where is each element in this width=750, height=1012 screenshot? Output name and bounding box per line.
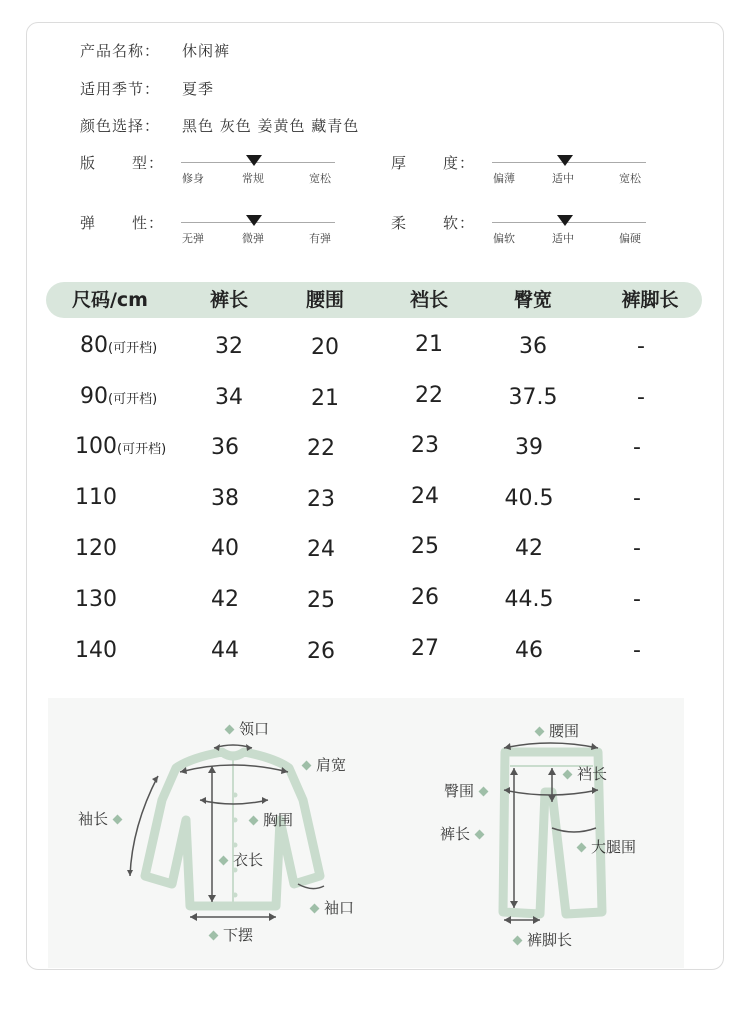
diamond-icon <box>310 904 320 914</box>
cell-leg-opening: - <box>637 334 645 359</box>
cell-hip: 39 <box>515 435 543 460</box>
label-thigh: 大腿围 <box>572 836 636 857</box>
scale-option: 微弹 <box>242 232 264 245</box>
cell-hip: 36 <box>519 334 547 359</box>
size-note: (可开档) <box>108 341 158 356</box>
cell-rise: 27 <box>411 636 439 661</box>
cell-waist: 23 <box>307 487 335 512</box>
product-name-value: 休闲裤 <box>182 42 231 60</box>
label-cuff: 袖口 <box>305 897 354 918</box>
cell-leg-opening: - <box>633 486 641 511</box>
cell-pants-length: 44 <box>211 638 239 663</box>
scale-name: 型： <box>132 154 165 172</box>
scale-name: 性： <box>132 214 165 232</box>
diamond-icon <box>302 761 312 771</box>
header-waist: 腰围 <box>305 289 344 311</box>
label-leg-opening: 裤脚长 <box>508 929 572 950</box>
cell-leg-opening: - <box>633 587 641 612</box>
color-label: 颜色选择： <box>80 117 161 135</box>
diamond-icon <box>225 725 235 735</box>
scale-option: 宽松 <box>619 172 641 185</box>
cell-hip: 46 <box>515 638 543 663</box>
cell-pants-length: 32 <box>215 334 243 359</box>
size-value: 110 <box>75 485 117 510</box>
cell-hip: 44.5 <box>504 587 554 612</box>
cell-hip: 42 <box>515 536 543 561</box>
label-chest: 胸围 <box>244 809 293 830</box>
diamond-icon <box>563 770 573 780</box>
scale-option: 有弹 <box>309 232 331 245</box>
size-value: 130 <box>75 587 117 612</box>
scale-option: 适中 <box>552 172 574 185</box>
scale-option: 偏薄 <box>493 172 515 185</box>
diamond-icon <box>219 856 229 866</box>
diamond-icon <box>479 787 489 797</box>
scale-name: 柔 <box>391 214 408 232</box>
scale-option: 无弹 <box>182 232 204 245</box>
cell-hip: 37.5 <box>508 385 558 410</box>
cell-pants-length: 40 <box>211 536 239 561</box>
diamond-icon <box>577 843 587 853</box>
size-note: (可开档) <box>117 442 167 457</box>
header-hip: 臀宽 <box>513 289 552 311</box>
scale-option: 修身 <box>182 172 204 185</box>
label-shoulder: 肩宽 <box>297 754 346 775</box>
diamond-icon <box>249 816 259 826</box>
size-value: 80 <box>80 333 108 358</box>
cell-pants-length: 34 <box>215 385 243 410</box>
cell-pants-length: 36 <box>211 435 239 460</box>
label-sleeve: 袖长 <box>78 808 127 829</box>
cell-rise: 21 <box>415 332 443 357</box>
diamond-icon <box>209 931 219 941</box>
waist-arrow <box>504 743 598 748</box>
scale-option: 偏硬 <box>619 232 641 245</box>
label-collar: 领口 <box>220 718 269 739</box>
cell-hip: 40.5 <box>504 486 554 511</box>
cell-waist: 24 <box>307 537 335 562</box>
product-name-label: 产品名称： <box>80 42 161 60</box>
label-waist: 腰围 <box>530 720 579 741</box>
scale-name: 度： <box>443 154 476 172</box>
scale-option: 偏软 <box>493 232 515 245</box>
label-hip: 臀围 <box>444 780 493 801</box>
diamond-icon <box>513 936 523 946</box>
cell-waist: 26 <box>307 639 335 664</box>
cell-waist: 25 <box>307 588 335 613</box>
diamond-icon <box>535 727 545 737</box>
header-pants-length: 裤长 <box>209 289 248 311</box>
cell-pants-length: 38 <box>211 486 239 511</box>
scale-option: 适中 <box>552 232 574 245</box>
cell-leg-opening: - <box>633 536 641 561</box>
cell-waist: 21 <box>311 386 339 411</box>
label-length: 衣长 <box>214 849 263 870</box>
cell-waist: 22 <box>307 436 335 461</box>
color-value: 黑色 灰色 姜黄色 藏青色 <box>182 117 360 135</box>
label-rise: 裆长 <box>558 763 607 784</box>
scale-option: 常规 <box>242 172 264 185</box>
cell-rise: 22 <box>415 383 443 408</box>
scale-name: 厚 <box>391 154 408 172</box>
season-value: 夏季 <box>182 80 215 98</box>
scale-name: 版 <box>80 154 97 172</box>
diamond-icon <box>475 830 485 840</box>
cell-rise: 24 <box>411 484 439 509</box>
label-hem: 下摆 <box>204 924 253 945</box>
size-note: (可开档) <box>108 392 158 407</box>
size-value: 120 <box>75 536 117 561</box>
season-label: 适用季节： <box>80 80 161 98</box>
scale-option: 宽松 <box>309 172 331 185</box>
cell-rise: 23 <box>411 433 439 458</box>
diamond-icon <box>113 815 123 825</box>
cell-leg-opening: - <box>637 385 645 410</box>
label-pants-length: 裤长 <box>440 823 489 844</box>
header-leg-opening: 裤脚长 <box>621 289 679 311</box>
cell-leg-opening: - <box>633 638 641 663</box>
size-value: 100 <box>75 434 117 459</box>
header-size: 尺码/cm <box>71 289 148 311</box>
scale-name: 弹 <box>80 214 97 232</box>
size-value: 140 <box>75 638 117 663</box>
header-rise: 裆长 <box>409 289 448 311</box>
scale-name: 软： <box>443 214 476 232</box>
cell-waist: 20 <box>311 335 339 360</box>
cell-leg-opening: - <box>633 435 641 460</box>
cell-rise: 26 <box>411 585 439 610</box>
size-value: 90 <box>80 384 108 409</box>
cell-pants-length: 42 <box>211 587 239 612</box>
cell-rise: 25 <box>411 534 439 559</box>
